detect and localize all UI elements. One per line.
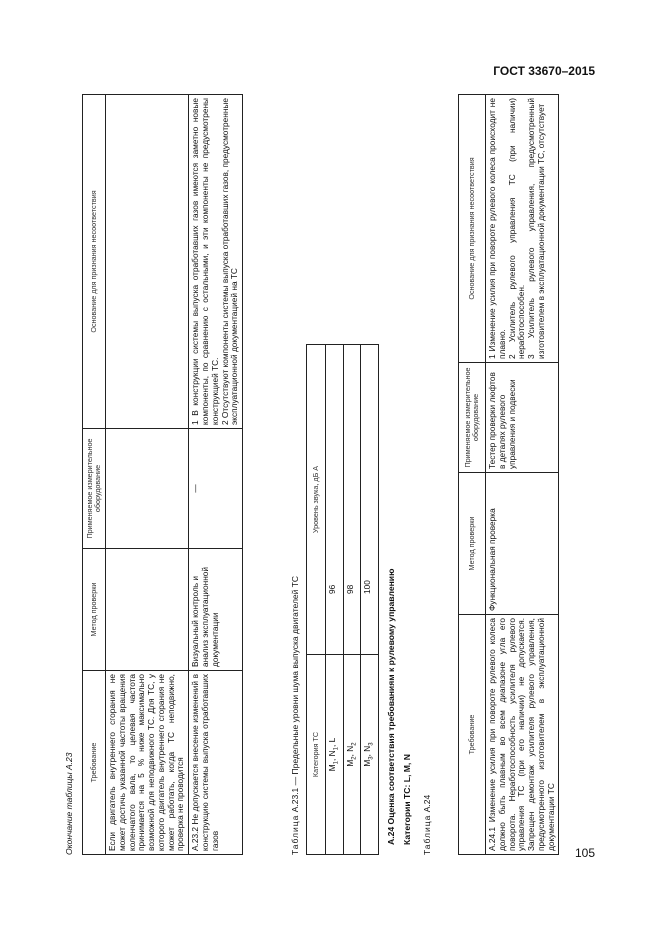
page-number: 105 xyxy=(574,846,595,860)
table-a231 xyxy=(306,344,379,855)
sound-level-value: 96 xyxy=(326,345,344,655)
sound-level-value: 98 xyxy=(343,345,361,655)
cell-equipment: Тестер проверки люфтов в деталях рулевого управления и подвески xyxy=(486,363,559,473)
cell-requirement: Если двигатель внутреннего сгорания не может достичь указанной частоты вращения коленчатого вала, то целевая частота принимается на 5 % ниже максимально возможной для неподвижного ТС. Для ТС, у которого двигатель внутреннего сгорания не может работать, когда ТС неподвижно, проверка не проводится xyxy=(106,671,189,855)
cell-method: Визуальный контроль и анализ эксплуатационной документации xyxy=(189,549,243,671)
header-basis: Основание для признания несоответствия xyxy=(83,95,106,429)
table-a23-caption: Окончание таблицы А.23 xyxy=(64,752,74,855)
cell-basis: 1 Изменение усилия при повороте рулевого колеса происходит не плавно. 2 Усилитель рулевого управления ТС (при наличии) неработоспособен. 3 Усилитель рулевого управления, предусмотренный изготовителем в эксплуатационной документации ТС, отсутствует xyxy=(486,95,559,363)
table-a24 xyxy=(458,94,559,855)
cell-method: Функциональная проверка xyxy=(486,473,559,615)
document-code: ГОСТ 33670–2015 xyxy=(493,64,595,78)
cell-basis xyxy=(106,95,189,429)
table-a24-caption: Таблица А.24 xyxy=(422,794,432,855)
category-cell: $M_1$, $N_1$, L xyxy=(326,655,344,855)
header-category: Категория ТС xyxy=(307,655,326,855)
header-method: Метод проверки xyxy=(459,473,486,615)
header-requirement: Требование xyxy=(83,671,106,855)
category-cell: $M_3$, $N_3$ xyxy=(361,655,379,855)
header-method: Метод проверки xyxy=(83,549,106,671)
header-basis: Основание для признания несоответствия xyxy=(459,95,486,363)
rotated-sheet xyxy=(60,75,620,855)
table-a23 xyxy=(82,94,243,855)
header-equipment: Применяемое измерительное оборудование xyxy=(459,363,486,473)
cell-requirement: А.23.2 Не допускается внесение изменений в конструкцию системы выпуска отработавших газов xyxy=(189,671,243,855)
header-equipment: Применяемое измерительное оборудование xyxy=(83,429,106,549)
category-cell: $M_2$, $N_2$ xyxy=(343,655,361,855)
header-requirement: Требование xyxy=(459,615,486,855)
section-a24-heading: А.24 Оценка соответствия требованиям к рулевому управлению xyxy=(386,568,396,845)
section-a24-categories: Категории ТС: L, M, N xyxy=(402,754,412,845)
sound-level-value: 100 xyxy=(361,345,379,655)
cell-equipment: — xyxy=(189,429,243,549)
cell-requirement: А.24.1 Изменение усилия при повороте рулевого колеса должно быть плавным во всем диапазоне угла его поворота. Неработоспособность усилителя рулевого управления ТС (при его наличии) не допускается. Запрещен демонтаж усилителя рулевого управления, предусмотренного изготовителем в эксплуатационной документации ТС xyxy=(486,615,559,855)
table-a231-caption: Таблица А.23.1 — Предельные уровни шума выпуска двигателей ТС xyxy=(290,575,300,855)
header-sound-level: Уровень звука, дБ А xyxy=(307,345,326,655)
cell-equipment xyxy=(106,429,189,549)
cell-basis: 1 В конструкции системы выпуска отработавших газов имеются заметно новые компоненты, по сравнению с остальными, и эти компоненты не предусмотрены конструкцией ТС. 2 Отсутствуют компоненты системы выпуска отработавших газов, предусмотренные эксплуатационной документацией на ТС xyxy=(189,95,243,429)
cell-method xyxy=(106,549,189,671)
